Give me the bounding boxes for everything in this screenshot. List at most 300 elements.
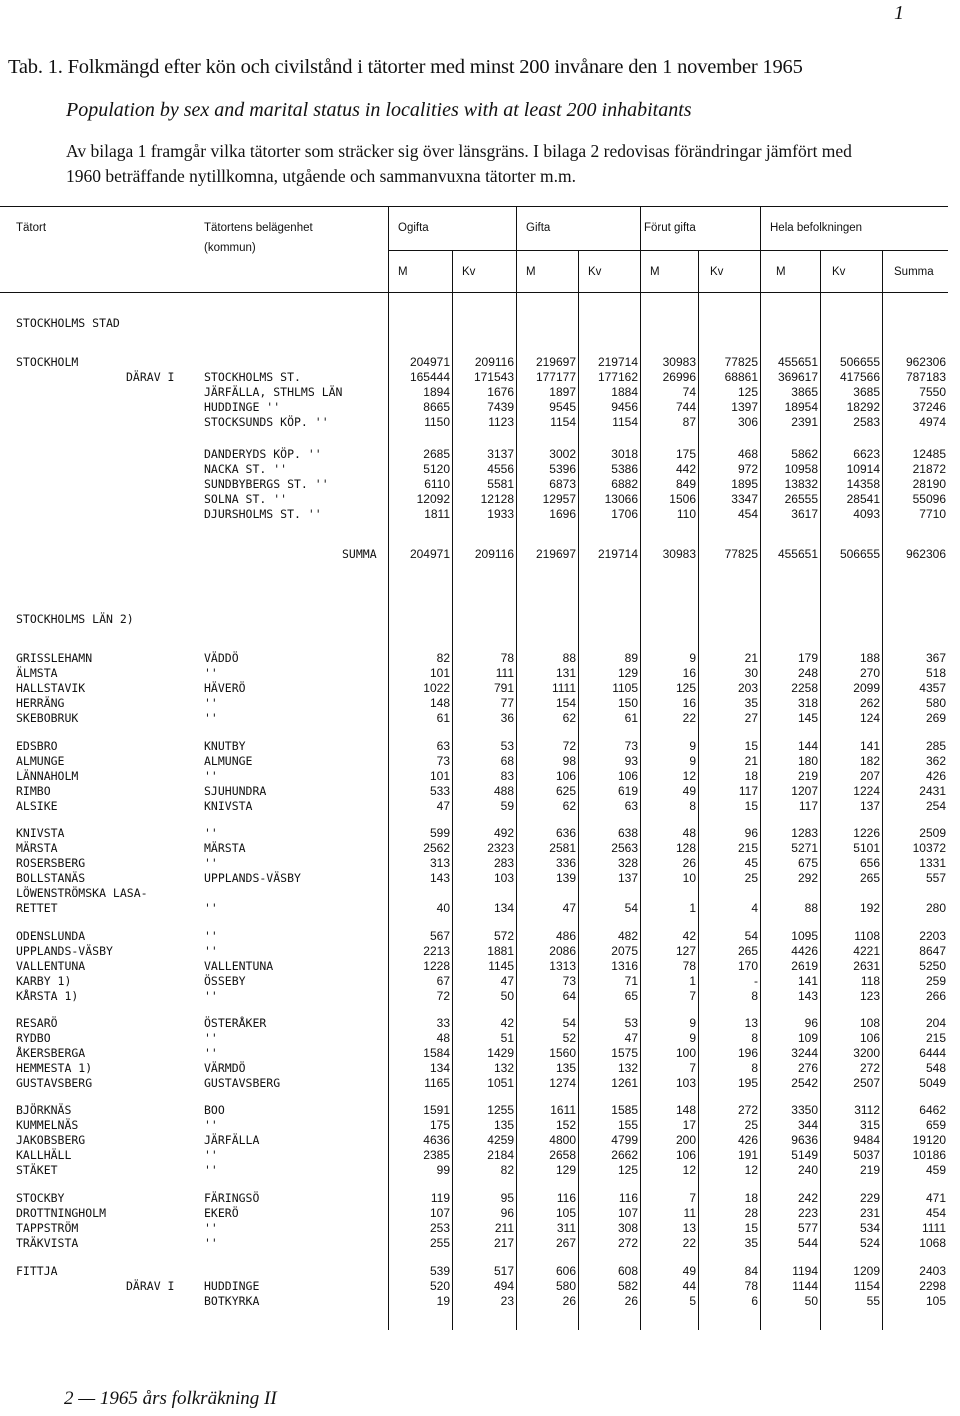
tatort-name: SKEBOBRUK [16,711,79,725]
value-gifta-kv: 132 [617,1061,638,1075]
value-ogifta-m: 12092 [416,492,450,506]
value-ogifta-kv: 78 [500,651,514,665]
value-hela-m: 145 [797,711,818,725]
value-forut-m: 175 [675,447,696,461]
location-name: '' [204,1148,218,1162]
value-hela-m: 18954 [784,400,818,414]
value-hela-kv: 534 [859,1221,880,1235]
value-gifta-m: 1313 [549,959,576,973]
value-hela-kv: 506655 [839,355,880,369]
value-forut-m: 17 [682,1118,696,1132]
value-summa: 204 [925,1016,946,1030]
value-forut-kv: 15 [744,1221,758,1235]
tatort-name: HERRÄNG [16,696,65,710]
darav-label: DÄRAV I [126,370,175,384]
value-hela-m: 577 [797,1221,818,1235]
value-hela-kv: 219 [859,1163,880,1177]
value-hela-kv: 262 [859,696,880,710]
value-forut-m: 22 [682,711,696,725]
value-hela-kv: 5037 [853,1148,880,1162]
value-hela-m: 109 [797,1031,818,1045]
value-summa: 2431 [919,784,946,798]
value-gifta-m: 154 [555,696,576,710]
value-gifta-kv: 3018 [611,447,638,461]
value-hela-kv: 9484 [853,1133,880,1147]
value-hela-kv: 1226 [853,826,880,840]
value-ogifta-kv: 5581 [487,477,514,491]
value-hela-m: 3617 [791,507,818,521]
value-summa: 6462 [919,1103,946,1117]
location-name: '' [204,1031,218,1045]
value-gifta-kv: 63 [624,799,638,813]
value-forut-kv: 191 [737,1148,758,1162]
value-ogifta-kv: 1145 [488,959,514,973]
value-ogifta-m: 204971 [409,547,450,561]
value-ogifta-kv: 50 [500,989,514,1003]
location-name: JÄRFÄLLA, STHLMS LÄN [204,385,343,399]
location-name: JÄRFÄLLA [204,1133,260,1147]
value-ogifta-m: 148 [429,696,450,710]
value-gifta-kv: 116 [618,1191,638,1205]
value-ogifta-m: 40 [436,901,450,915]
value-forut-m: 74 [682,385,696,399]
value-ogifta-kv: 103 [493,871,514,885]
value-summa: 454 [925,1206,946,1220]
location-name: VALLENTUNA [204,959,274,973]
value-ogifta-m: 253 [429,1221,450,1235]
value-gifta-kv: 1706 [611,507,638,521]
value-hela-kv: 141 [859,739,880,753]
value-gifta-m: 4800 [549,1133,576,1147]
value-hela-m: 5271 [791,841,818,855]
value-forut-m: 200 [675,1133,696,1147]
tatort-name: LÄNNAHOLM [16,769,79,783]
value-ogifta-m: 82 [436,651,450,665]
value-hela-m: 544 [797,1236,818,1250]
value-ogifta-kv: 4259 [487,1133,514,1147]
value-hela-m: 2391 [791,415,818,429]
value-gifta-kv: 53 [624,1016,638,1030]
value-ogifta-kv: 1255 [487,1103,514,1117]
value-ogifta-kv: 517 [493,1264,514,1278]
value-forut-m: 106 [675,1148,696,1162]
value-forut-kv: 21 [744,651,758,665]
value-summa: 6444 [919,1046,946,1060]
value-forut-kv: 454 [737,507,758,521]
value-forut-kv: - [754,974,758,988]
value-hela-kv: 272 [859,1061,880,1075]
value-forut-m: 11 [683,1206,696,1220]
value-ogifta-m: 101 [429,769,450,783]
value-gifta-kv: 619 [617,784,638,798]
value-forut-kv: 4 [751,901,758,915]
value-hela-kv: 28541 [846,492,880,506]
value-forut-kv: 12 [744,1163,758,1177]
value-gifta-kv: 150 [617,696,638,710]
value-forut-m: 87 [682,415,696,429]
value-forut-m: 5 [689,1294,696,1308]
value-forut-m: 442 [675,462,696,476]
value-forut-kv: 54 [744,929,758,943]
tatort-name: LÖWENSTRÖMSKA LASA- [16,886,148,900]
location-name: KNUTBY [204,739,246,753]
value-gifta-kv: 73 [624,739,638,753]
value-ogifta-kv: 135 [493,1118,514,1132]
value-ogifta-m: 520 [429,1279,450,1293]
value-summa: 21872 [912,462,946,476]
darav-label: DÄRAV I [126,1279,175,1293]
value-hela-kv: 270 [859,666,880,680]
location-name: FÄRINGSÖ [204,1191,260,1205]
location-name: '' [204,769,218,783]
value-hela-kv: 137 [859,799,880,813]
value-summa: 5049 [919,1076,946,1090]
location-name: '' [204,1046,218,1060]
value-forut-m: 12 [682,769,696,783]
value-ogifta-kv: 171543 [473,370,514,384]
value-ogifta-m: 1165 [424,1076,450,1090]
value-forut-kv: 77825 [724,547,758,561]
value-ogifta-m: 6110 [424,477,450,491]
value-gifta-kv: 71 [624,974,638,988]
value-summa: 12485 [912,447,946,461]
value-hela-kv: 4093 [853,507,880,521]
value-ogifta-kv: 1051 [487,1076,514,1090]
value-forut-m: 10 [682,871,696,885]
header-forut-gifta: Förut gifta [644,222,696,234]
value-summa: 2298 [919,1279,946,1293]
value-forut-kv: 272 [737,1103,758,1117]
value-ogifta-m: 1811 [424,507,450,521]
location-name: UPPLANDS-VÄSBY [204,871,301,885]
value-forut-m: 26 [682,856,696,870]
value-forut-kv: 8 [751,1061,758,1075]
table-title: Tab. 1. Folkmängd efter kön och civilstånd i tätorter med minst 200 invånare den 1 november 1965 [8,56,803,78]
location-name: '' [204,1163,218,1177]
value-hela-m: 3865 [791,385,818,399]
value-gifta-kv: 93 [624,754,638,768]
value-gifta-kv: 1316 [611,959,638,973]
value-hela-kv: 2583 [853,415,880,429]
value-forut-kv: 1397 [731,400,758,414]
value-summa: 37246 [912,400,946,414]
value-hela-kv: 1108 [854,929,880,943]
value-forut-kv: 18 [744,1191,758,1205]
value-ogifta-m: 61 [436,711,450,725]
value-forut-kv: 215 [737,841,758,855]
value-hela-kv: 3112 [854,1103,880,1117]
value-hela-m: 96 [804,1016,818,1030]
value-summa: 28190 [912,477,946,491]
tatort-name: ÅKERSBERGA [16,1046,86,1060]
value-hela-kv: 2507 [853,1076,880,1090]
tatort-name: KNIVSTA [16,826,65,840]
value-ogifta-kv: 51 [500,1031,514,1045]
value-ogifta-kv: 283 [493,856,514,870]
value-forut-kv: 84 [744,1264,758,1278]
value-summa: 7710 [919,507,946,521]
value-gifta-m: 1611 [550,1103,576,1117]
value-summa: 4357 [919,681,946,695]
value-hela-kv: 2631 [853,959,880,973]
value-forut-m: 13 [682,1221,696,1235]
location-name: VÄRMDÖ [204,1061,246,1075]
value-hela-kv: 2099 [853,681,880,695]
value-gifta-m: 47 [562,901,576,915]
footer-text: 2 — 1965 års folkräkning II [64,1388,277,1409]
value-hela-kv: 182 [859,754,880,768]
value-ogifta-kv: 1123 [488,415,514,429]
location-name: HUDDINGE '' [204,400,281,414]
value-forut-kv: 196 [737,1046,758,1060]
value-gifta-m: 152 [555,1118,576,1132]
value-gifta-kv: 5386 [611,462,638,476]
value-gifta-m: 98 [562,754,576,768]
value-summa: 2203 [919,929,946,943]
value-hela-m: 179 [797,651,818,665]
value-forut-kv: 68861 [724,370,758,384]
value-ogifta-m: 313 [429,856,450,870]
value-forut-kv: 35 [744,696,758,710]
tatort-name: RYDBO [16,1031,51,1045]
value-ogifta-kv: 1933 [487,507,514,521]
tatort-name: HALLSTAVIK [16,681,86,695]
value-hela-m: 5149 [791,1148,818,1162]
value-forut-kv: 8 [751,1031,758,1045]
value-summa: 557 [925,871,946,885]
location-name: BOO [204,1103,225,1117]
location-name: DANDERYDS KÖP. '' [204,447,322,461]
value-ogifta-kv: 791 [493,681,514,695]
location-name: ÖSSEBY [204,974,246,988]
value-hela-m: 10958 [784,462,818,476]
value-forut-kv: 1895 [731,477,758,491]
value-hela-kv: 229 [859,1191,880,1205]
value-forut-kv: 18 [744,769,758,783]
value-forut-kv: 972 [737,462,758,476]
value-gifta-m: 73 [562,974,576,988]
value-forut-kv: 28 [744,1206,758,1220]
value-forut-m: 49 [682,1264,696,1278]
value-forut-m: 849 [675,477,696,491]
value-forut-kv: 426 [737,1133,758,1147]
value-hela-kv: 123 [859,989,880,1003]
section-heading: STOCKHOLMS LÄN 2) [16,612,134,626]
value-ogifta-kv: 488 [493,784,514,798]
value-hela-kv: 5101 [853,841,880,855]
value-ogifta-m: 255 [429,1236,450,1250]
value-gifta-m: 131 [555,666,576,680]
value-hela-m: 223 [797,1206,818,1220]
value-summa: 4974 [919,415,946,429]
value-hela-m: 5862 [791,447,818,461]
value-hela-kv: 106 [859,1031,880,1045]
value-summa: 285 [925,739,946,753]
value-summa: 8647 [919,944,946,958]
value-summa: 254 [925,799,946,813]
value-ogifta-m: 165444 [409,370,450,384]
tatort-name: TRÄKVISTA [16,1236,79,1250]
value-forut-m: 744 [675,400,696,414]
value-ogifta-m: 567 [429,929,450,943]
value-gifta-kv: 155 [617,1118,638,1132]
value-forut-m: 9 [689,1031,696,1045]
tatort-name: BJÖRKNÄS [16,1103,72,1117]
value-forut-kv: 6 [751,1294,758,1308]
value-hela-m: 219 [797,769,818,783]
value-gifta-m: 135 [555,1061,576,1075]
value-summa: 1331 [919,856,946,870]
value-forut-kv: 15 [744,739,758,753]
value-gifta-m: 219697 [535,355,576,369]
value-forut-kv: 25 [744,871,758,885]
value-summa: 19120 [912,1133,946,1147]
value-hela-kv: 14358 [846,477,880,491]
value-summa: 1111 [921,1221,946,1235]
value-forut-m: 127 [675,944,696,958]
value-gifta-kv: 129 [617,666,638,680]
tatort-name: HEMMESTA 1) [16,1061,93,1075]
value-ogifta-kv: 1429 [487,1046,514,1060]
value-ogifta-m: 48 [436,1031,450,1045]
value-hela-kv: 524 [859,1236,880,1250]
tatort-name: FITTJA [16,1264,58,1278]
value-gifta-kv: 13066 [604,492,638,506]
header-hela-befolkningen: Hela befolkningen [770,222,863,234]
value-ogifta-m: 2685 [423,447,450,461]
value-forut-m: 9 [689,1016,696,1030]
value-ogifta-m: 73 [436,754,450,768]
value-gifta-m: 1154 [550,415,576,429]
tatort-name: KALLHÄLL [16,1148,72,1162]
value-ogifta-kv: 53 [500,739,514,753]
value-summa: 259 [925,974,946,988]
value-forut-kv: 45 [744,856,758,870]
value-gifta-m: 64 [562,989,576,1003]
location-name: STOCKHOLMS ST. [204,370,301,384]
location-name: DJURSHOLMS ST. '' [204,507,322,521]
location-name: '' [204,944,218,958]
location-name: '' [204,989,218,1003]
value-hela-m: 369617 [777,370,818,384]
value-hela-kv: 1154 [854,1279,880,1293]
value-ogifta-kv: 4556 [487,462,514,476]
value-gifta-kv: 47 [624,1031,638,1045]
value-forut-m: 1506 [669,492,696,506]
value-forut-m: 9 [689,739,696,753]
tatort-name: STOCKHOLM [16,355,79,369]
value-forut-m: 103 [675,1076,696,1090]
value-hela-kv: 192 [859,901,880,915]
value-forut-m: 49 [682,784,696,798]
value-forut-kv: 3347 [731,492,758,506]
value-gifta-kv: 2662 [611,1148,638,1162]
value-gifta-m: 52 [562,1031,576,1045]
tatort-name: DROTTNINGHOLM [16,1206,107,1220]
value-summa: 962306 [905,547,946,561]
value-ogifta-m: 1894 [423,385,450,399]
header-kommun: (kommun) [204,242,256,254]
value-hela-m: 180 [797,754,818,768]
value-gifta-kv: 65 [624,989,638,1003]
value-hela-kv: 417566 [839,370,880,384]
value-hela-kv: 10914 [846,462,880,476]
value-ogifta-kv: 134 [493,901,514,915]
location-name: KNIVSTA [204,799,253,813]
value-gifta-m: 12957 [542,492,576,506]
value-gifta-m: 54 [562,1016,576,1030]
value-forut-kv: 306 [737,415,758,429]
location-name: MÄRSTA [204,841,246,855]
value-gifta-kv: 1585 [611,1103,638,1117]
value-summa: 10372 [912,841,946,855]
tatort-name: TAPPSTRÖM [16,1221,79,1235]
value-gifta-kv: 6882 [611,477,638,491]
value-forut-kv: 170 [737,959,758,973]
value-ogifta-kv: 96 [500,1206,514,1220]
value-hela-kv: 265 [859,871,880,885]
value-gifta-m: 106 [555,769,576,783]
value-summa: 10186 [912,1148,946,1162]
value-hela-m: 1144 [792,1279,818,1293]
value-gifta-m: 1111 [551,681,576,695]
tatort-name: STOCKBY [16,1191,65,1205]
value-gifta-kv: 125 [617,1163,638,1177]
value-forut-m: 8 [689,799,696,813]
value-ogifta-kv: 572 [493,929,514,943]
value-hela-m: 1095 [791,929,818,943]
value-gifta-m: 72 [562,739,576,753]
value-hela-m: 3350 [791,1103,818,1117]
location-name: EKERÖ [204,1206,239,1220]
value-hela-m: 455651 [777,355,818,369]
value-forut-kv: 21 [744,754,758,768]
value-gifta-kv: 1105 [612,681,638,695]
location-name: '' [204,856,218,870]
value-ogifta-m: 1022 [423,681,450,695]
value-gifta-m: 636 [555,826,576,840]
value-hela-kv: 656 [859,856,880,870]
summa-label: SUMMA [342,547,377,561]
value-summa: 580 [925,696,946,710]
tatort-name: ALSIKE [16,799,58,813]
location-name: '' [204,666,218,680]
value-hela-m: 675 [797,856,818,870]
value-ogifta-m: 599 [429,826,450,840]
value-hela-kv: 1224 [853,784,880,798]
value-ogifta-kv: 68 [500,754,514,768]
value-gifta-kv: 26 [624,1294,638,1308]
value-ogifta-m: 119 [430,1191,450,1205]
value-gifta-kv: 1575 [611,1046,638,1060]
value-ogifta-kv: 209116 [474,355,514,369]
value-gifta-m: 606 [555,1264,576,1278]
header-gifta: Gifta [526,222,551,234]
value-gifta-m: 219697 [535,547,576,561]
value-hela-kv: 1209 [853,1264,880,1278]
value-ogifta-kv: 59 [500,799,514,813]
value-forut-kv: 27 [744,711,758,725]
value-ogifta-kv: 3137 [487,447,514,461]
value-forut-m: 7 [689,1061,696,1075]
value-hela-m: 318 [797,696,818,710]
value-hela-m: 1283 [791,826,818,840]
value-forut-m: 1 [689,901,696,915]
subheader-forut-m: M [650,266,660,278]
value-gifta-kv: 137 [617,871,638,885]
value-hela-m: 144 [797,739,818,753]
value-gifta-m: 625 [555,784,576,798]
